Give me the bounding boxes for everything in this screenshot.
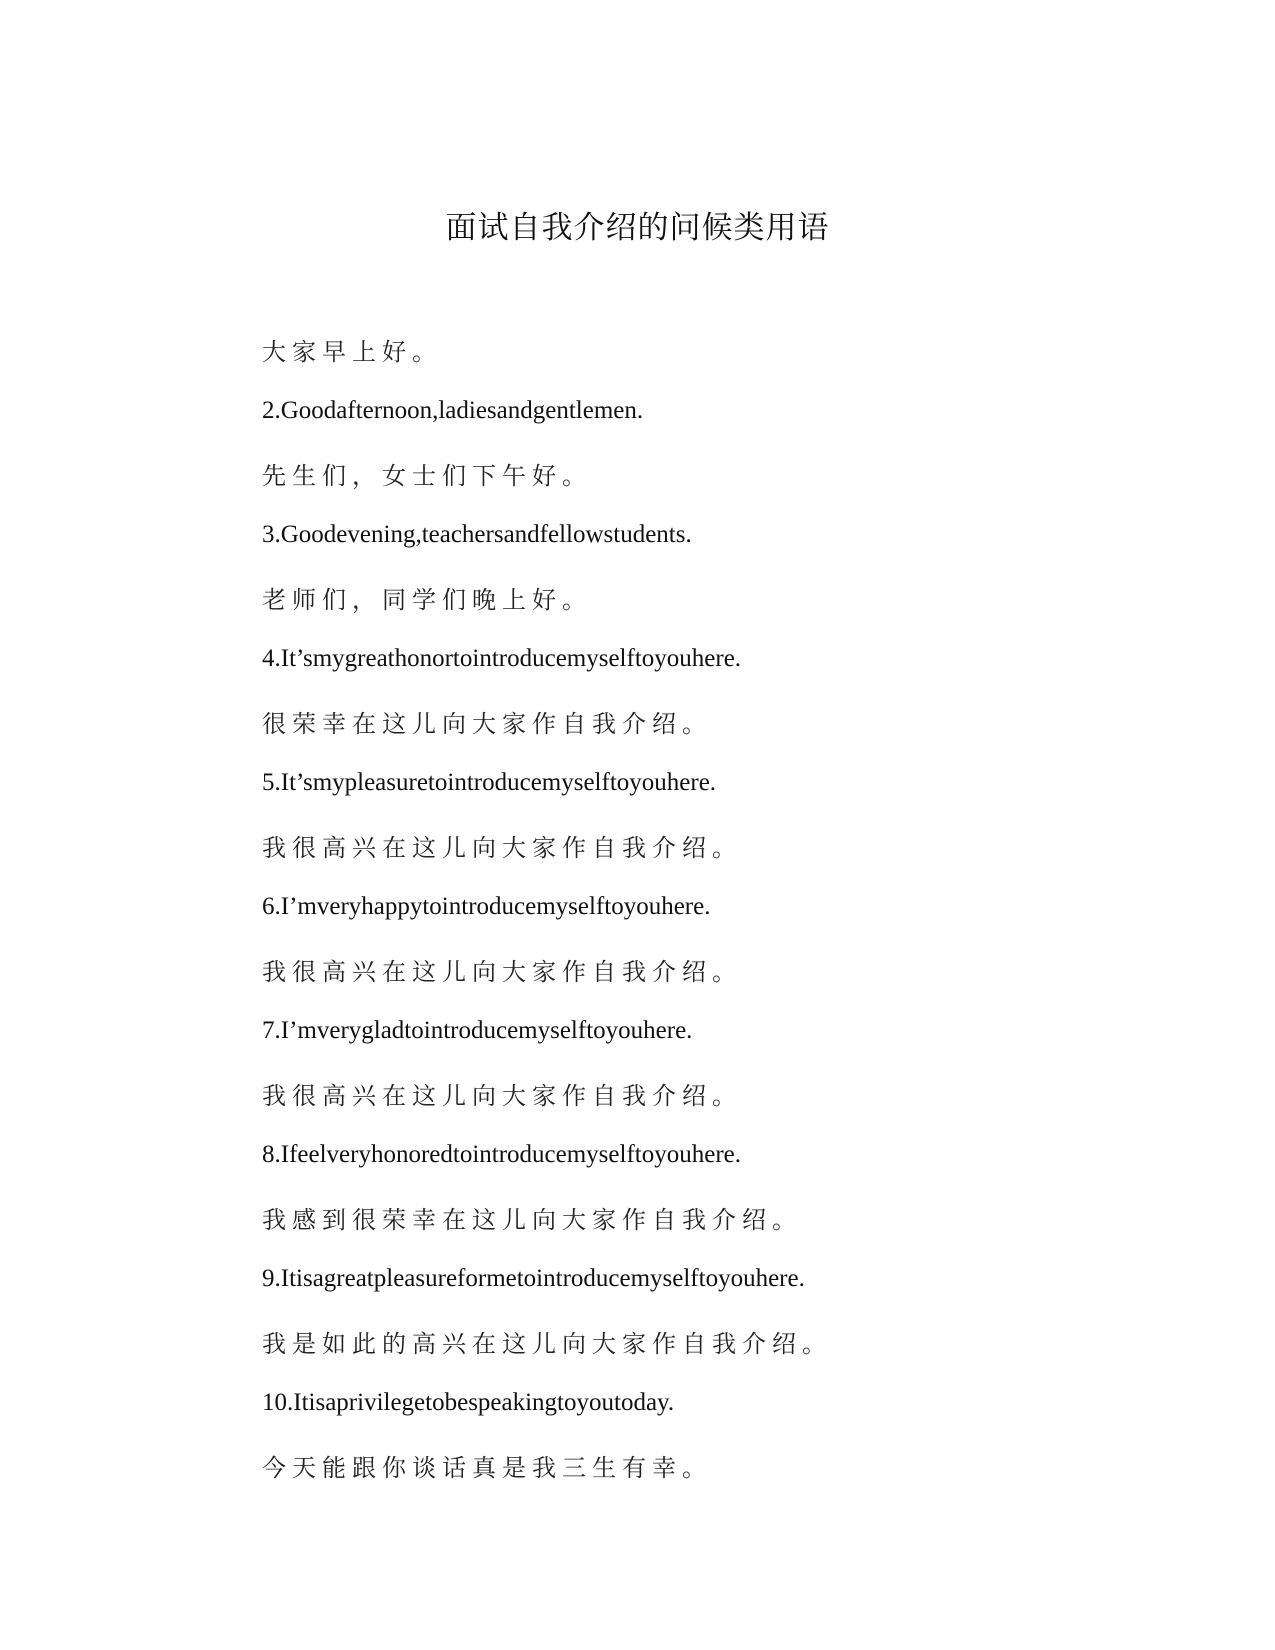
greeting-zh-10: 今天能跟你谈话真是我三生有幸。 [262, 1453, 712, 1482]
greeting-en-5: 5.It’smypleasuretointroducemyselftoyouhere. [262, 769, 717, 796]
greeting-zh-4: 很荣幸在这儿向大家作自我介绍。 [262, 709, 712, 738]
greeting-zh-8: 我感到很荣幸在这儿向大家作自我介绍。 [262, 1205, 802, 1234]
greeting-zh-1: 大家早上好。 [262, 337, 442, 366]
greeting-en-10: 10.Itisaprivilegetobespeakingtoyoutoday. [262, 1389, 675, 1416]
greeting-zh-7: 我很高兴在这儿向大家作自我介绍。 [262, 1081, 742, 1110]
greeting-en-6: 6.I’mveryhappytointroducemyselftoyouhere. [262, 893, 711, 920]
greeting-zh-3: 老师们，同学们晚上好。 [262, 585, 592, 614]
greeting-en-3: 3.Goodevening,teachersandfellowstudents. [262, 521, 692, 548]
greeting-en-8: 8.Ifeelveryhonoredtointroducemyselftoyouhere. [262, 1141, 741, 1168]
greeting-en-7: 7.I’mverygladtointroducemyselftoyouhere. [262, 1017, 693, 1044]
greeting-en-4: 4.It’smygreathonortointroducemyselftoyouhere. [262, 645, 742, 672]
greeting-zh-6: 我很高兴在这儿向大家作自我介绍。 [262, 957, 742, 986]
greeting-zh-9: 我是如此的高兴在这儿向大家作自我介绍。 [262, 1329, 832, 1358]
document-title: 面试自我介绍的问候类用语 [445, 210, 830, 246]
document-body [262, 318, 1162, 1496]
greeting-zh-5: 我很高兴在这儿向大家作自我介绍。 [262, 833, 742, 862]
greeting-en-2: 2.Goodafternoon,ladiesandgentlemen. [262, 397, 644, 424]
greeting-en-9: 9.Itisagreatpleasureformetointroducemyselftoyouhere. [262, 1265, 805, 1292]
greeting-zh-2: 先生们，女士们下午好。 [262, 461, 592, 490]
